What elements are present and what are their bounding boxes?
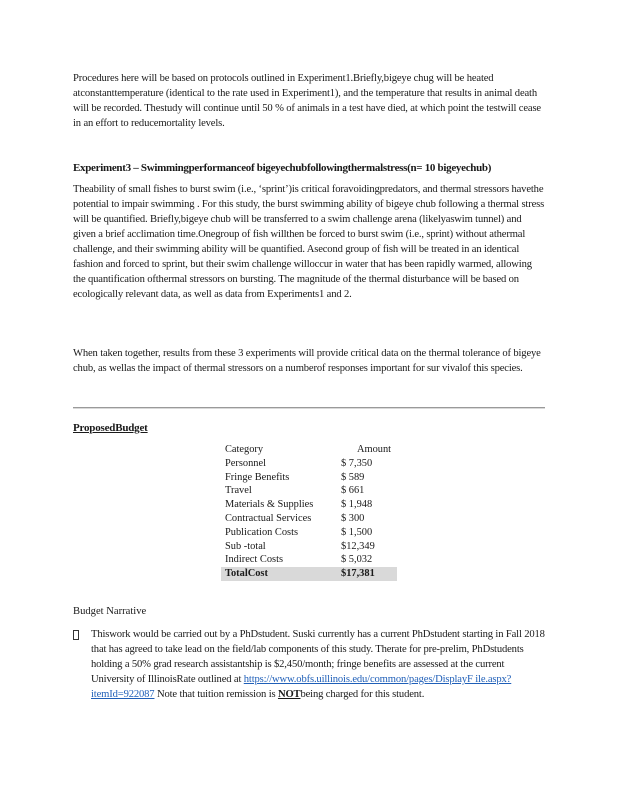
budget-narrative-title: Budget Narrative: [73, 606, 147, 617]
budget-total-row: [221, 567, 397, 581]
bullet-text-after: Note that tuition remission is: [154, 689, 278, 700]
bullet-text-end: being charged for this student.: [300, 689, 425, 700]
budget-amount: $ 7,350: [341, 457, 373, 469]
budget-category: Personnel: [225, 457, 266, 469]
budget-header-row: [221, 443, 397, 457]
budget-amount: $ 300: [341, 512, 365, 524]
budget-row: [221, 471, 397, 485]
budget-row: [221, 457, 397, 471]
horizontal-divider: [73, 407, 545, 409]
budget-table: [221, 443, 397, 581]
budget-amount: $ 661: [341, 485, 365, 497]
budget-row: [221, 484, 397, 498]
budget-category: Indirect Costs: [225, 554, 284, 566]
emphasis-not: NOT: [277, 689, 301, 700]
budget-amount: $ 5,032: [341, 554, 373, 566]
column-header-category: Category: [225, 444, 264, 455]
experiment3-heading: Experiment3 – Swimmingperformanceof bigeyechubfollowingthermalstress(n= 10 bigeyechub): [73, 162, 492, 174]
bullet-text-before: Thiswork would be carried out by a PhDstudent. Suski currently has a current PhDstudent starting in Fall 2018 that has agreed to take lead on the field/lab components of this study. Therate for pre-prelim, PhDstudents holding a 50% grad research assistantship is $2,450/month; fringe benefits are assessed at the current University of IllinoisRate outlined at: [91, 629, 545, 685]
budget-category: Contractual Services: [225, 512, 312, 524]
budget-row: [221, 553, 397, 567]
budget-amount: $ 589: [341, 471, 365, 483]
paragraph-summary: When taken together, results from these 3 experiments will provide critical data on the thermal tolerance of bigeye chub, as wellas the impact of thermal stressors on a numberof responses important for sur vivalof this species.: [73, 348, 541, 374]
budget-category: Travel: [225, 485, 252, 497]
missing-glyph-bullet-icon: [73, 630, 79, 640]
proposed-budget-title: ProposedBudget: [73, 422, 148, 434]
column-header-amount: Amount: [357, 444, 392, 455]
total-amount: $17,381: [337, 567, 397, 581]
budget-amount: $ 1,948: [341, 499, 373, 511]
budget-row: [221, 526, 397, 540]
budget-category: Publication Costs: [225, 526, 299, 538]
budget-category: Sub -total: [225, 540, 266, 552]
budget-category: Fringe Benefits: [225, 471, 290, 483]
budget-row: [221, 540, 397, 554]
budget-row: [221, 512, 397, 526]
budget-amount: $12,349: [341, 540, 375, 552]
budget-amount: $ 1,500: [341, 526, 373, 538]
paragraph-experiment2-procedures: Procedures here will be based on protocols outlined in Experiment1.Briefly,bigeye chug will be heated atconstanttemperature (identical to the rate used in Experiment1), and the temperature that results in animal death will be recorded. Thestudy will continue until 50 % of animals in a test have died, at which point the testwill cease in an effort to reducemortality levels.: [73, 73, 541, 129]
total-label: TotalCost: [221, 567, 337, 581]
budget-category: Materials & Supplies: [225, 499, 314, 511]
budget-row: [221, 498, 397, 512]
bullet-text: [91, 627, 547, 702]
university-rate-link[interactable]: https://www.obfs.uillinois.edu/common/pages/DisplayF ile.aspx?itemId=922087: [91, 674, 512, 700]
paragraph-experiment3-description: Theability of small fishes to burst swim (i.e., ‘sprint’)is critical foravoidingpredators, and thermal stressors havethe potential to impair swimming . For this study, the burst swimming ability of bigeye chub following a thermal stress will be quantified. Briefly,bigeye chub will be transferred to a swim challenge arena (likelyaswim tunnel) and given a brief acclimation time.Onegroup of fish willthen be forced to burst swim (i.e., sprint) without athermal challenge, and their swimming ability will be quantified. Asecond group of fish will be treated in an identical fashion and forced to sprint, but their swim challenge willoccur in water that has been rapidly warmed, allowing the quantification ofthermal stressors on bursting. The magnitude of the thermal disturbance will be based on ecologically relevant data, as well as data from Experiments1 and 2.: [73, 184, 545, 300]
